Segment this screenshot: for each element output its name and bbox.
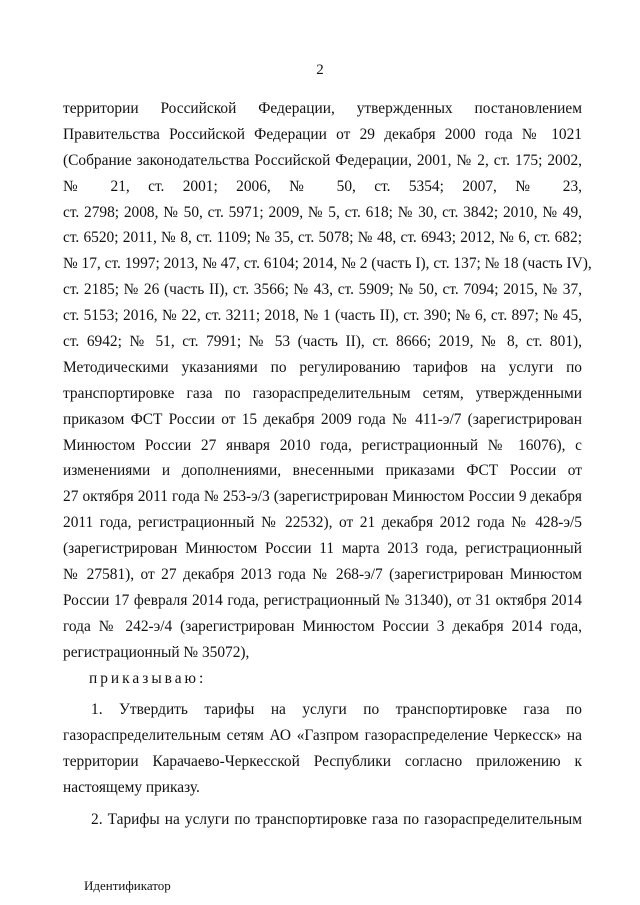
item-1-line: территории Карачаево-Черкесской Республики согласно приложению к [63,753,582,771]
document-body [63,96,592,833]
footer-identifier-label: Идентификатор [84,878,171,893]
text-line: Правительства Российской Федерации от 29 декабря 2000 года № 1021 [63,125,582,143]
text-line: ст. 2185; № 26 (часть II), ст. 3566; № 43, ст. 5909; № 50, ст. 7094; 2015, № 37, [63,281,582,299]
text-line: № 17, ст. 1997; 2013, № 47, ст. 6104; 2014, № 2 (часть I), ст. 137; № 18 (часть IV), [63,255,592,273]
text-line: года № 242-э/4 (зарегистрирован Минюстом России 3 декабря 2014 года, [63,617,582,635]
text-line: России 17 февраля 2014 года, регистрационный № 31340), от 31 октября 2014 [63,591,582,609]
text-line: Минюстом России 27 января 2010 года, регистрационный № 16076), с [63,436,582,454]
prikaz-heading: приказываю: [89,669,207,687]
text-line: № 21, ст. 2001; 2006, № 50, ст. 5354; 2007, № 23, [63,177,582,195]
text-line: регистрационный № 35072), [63,643,250,661]
text-line: изменениями и дополнениями, внесенными приказами ФСТ России от [63,462,582,480]
text-line: территории Российской Федерации, утвержденных постановлением [63,100,582,117]
text-line: 2011 года, регистрационный № 22532), от 21 декабря 2012 года № 428-э/5 [63,514,582,532]
text-line: ст. 6942; № 51, ст. 7991; № 53 (часть II), ст. 8666; 2019, № 8, ст. 801), [63,333,582,351]
text-line: ст. 5153; 2016, № 22, ст. 3211; 2018, № 1 (часть II), ст. 390; № 6, ст. 897; № 45, [63,307,582,325]
text-line: 27 октября 2011 года № 253-э/3 (зарегистрирован Минюстом России 9 декабря [63,488,582,506]
text-line: ст. 2798; 2008, № 50, ст. 5971; 2009, № 5, ст. 618; № 30, ст. 3842; 2010, № 49, [63,203,582,221]
page-number: 2 [316,62,324,78]
item-1-line: настоящему приказу. [63,779,200,797]
text-line: ст. 6520; 2011, № 8, ст. 1109; № 35, ст. 5078; № 48, ст. 6943; 2012, № 6, ст. 682; [63,229,582,247]
text-line: № 27581), от 27 декабря 2013 года № 268-э/7 (зарегистрирован Минюстом [63,566,582,584]
item-1-line: газораспределительным сетям АО «Газпром газораспределение Черкесск» на [63,727,582,745]
text-line: (зарегистрирован Минюстом России 11 марта 2013 года, регистрационный [63,540,582,558]
text-line: транспортировке газа по газораспределительным сетям, утвержденными [63,384,582,402]
item-2-line: 2. Тарифы на услуги по транспортировке газа по газораспределительным [91,811,582,829]
text-line: Методическими указаниями по регулированию тарифов на услуги по [63,358,582,376]
text-line: (Собрание законодательства Российской Федерации, 2001, № 2, ст. 175; 2002, [63,151,582,169]
item-1-line: 1. Утвердить тарифы на услуги по транспортировке газа по [91,701,582,719]
text-line: приказом ФСТ России от 15 декабря 2009 года № 411-э/7 (зарегистрирован [63,410,582,428]
